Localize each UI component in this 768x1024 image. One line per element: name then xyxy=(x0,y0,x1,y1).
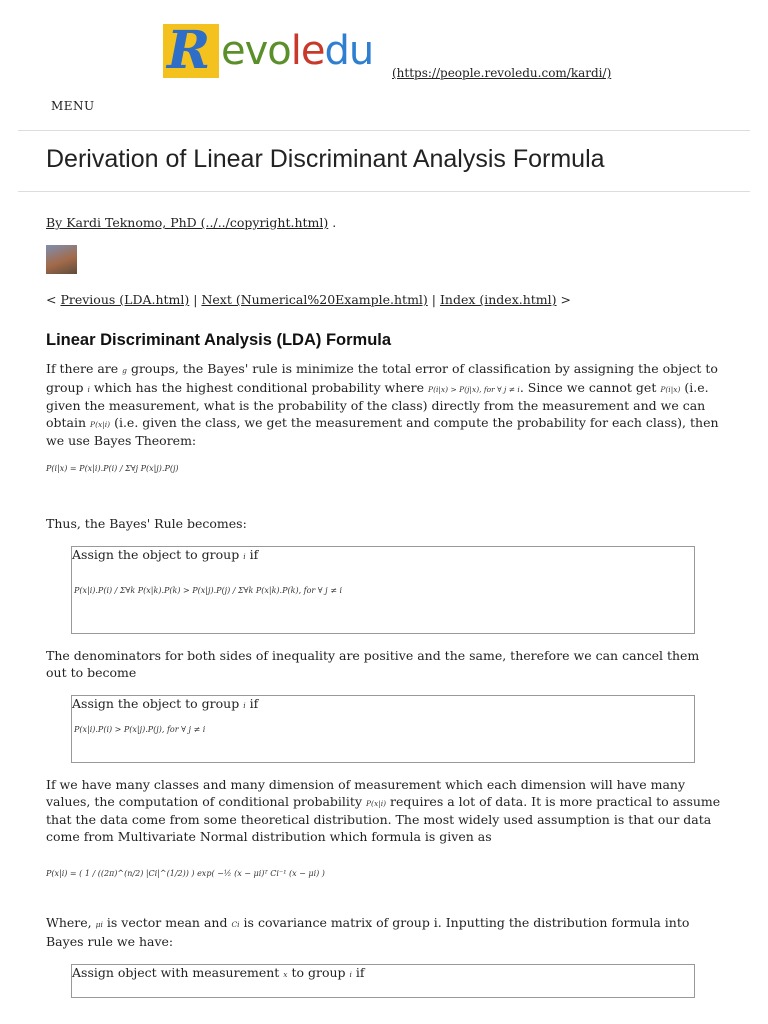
inline-formula: P(x|i) xyxy=(90,419,111,429)
nav-close: > xyxy=(556,292,571,307)
logo-part-1: evo xyxy=(221,28,291,74)
author-link[interactable]: By Kardi Teknomo, PhD (../../copyright.html) xyxy=(46,215,329,230)
nav-separator: | xyxy=(189,292,202,307)
inline-formula: P(i|x) xyxy=(660,384,681,394)
math-x: x xyxy=(283,970,288,979)
site-header xyxy=(18,0,750,131)
text: requires a lot of data. It is more practical to assume that the data come from some theoretical distribution. The most widely used assumption is that our data come from Multivariate Normal distribution which formula is given as xyxy=(46,793,721,844)
home-url-link[interactable]: (https://people.revoledu.com/kardi/) xyxy=(392,66,612,80)
title-bar xyxy=(18,131,750,192)
revoledu-logo[interactable] xyxy=(163,20,389,81)
text: if xyxy=(351,965,365,980)
nav-open: < xyxy=(46,292,61,307)
menu-button[interactable]: MENU xyxy=(51,99,95,113)
text: Assign the object to group xyxy=(72,547,244,562)
logo-wordmark xyxy=(221,28,373,74)
inline-formula: P(i|x) > P(j|x), for ∀ j ≠ i xyxy=(428,384,520,394)
simplified-rule-box xyxy=(71,695,695,763)
text: If we have many classes and many dimension of measurement which each dimension will have many values, the computation of conditional probability xyxy=(46,777,686,809)
text: . Since we cannot get xyxy=(519,379,661,395)
logo-part-2: le xyxy=(290,28,325,74)
text: if xyxy=(245,547,259,562)
box-heading xyxy=(72,965,694,980)
main-content xyxy=(0,215,768,998)
measurement-rule-box xyxy=(71,964,695,998)
bayes-rule-box xyxy=(71,546,695,634)
math-mu: μi xyxy=(95,920,103,929)
author-avatar[interactable] xyxy=(46,245,77,274)
page-title: Derivation of Linear Discriminant Analysis Formula xyxy=(46,145,605,173)
math-c: Ci xyxy=(231,920,240,929)
math-i: i xyxy=(349,970,352,979)
logo-mark xyxy=(163,20,219,81)
text: (i.e. given the measurement, what is the probability of the class) directly from the measurement and we can obtain xyxy=(46,379,709,430)
byline-suffix: . xyxy=(328,215,337,230)
cancel-paragraph: The denominators for both sides of inequality are positive and the same, therefore we can cancel them out to become xyxy=(46,648,700,680)
byline xyxy=(46,215,722,230)
math-i: i xyxy=(243,701,246,710)
normal-distribution-paragraph xyxy=(46,777,722,845)
math-g: g xyxy=(122,366,127,375)
box-heading xyxy=(72,696,694,711)
text: groups, the Bayes' rule is minimize the total error of classification by assigning the object to group xyxy=(46,361,718,395)
text: if xyxy=(245,696,259,711)
index-link[interactable]: Index (index.html) xyxy=(439,292,557,307)
nav-separator: | xyxy=(427,292,440,307)
where-paragraph xyxy=(46,915,722,950)
inline-formula: P(x|i) xyxy=(365,798,387,808)
text: (i.e. given the class, we get the measurement and compute the probability for each class), then we use Bayes Theorem: xyxy=(46,414,719,448)
bayes-rule-paragraph: Thus, the Bayes' Rule becomes: xyxy=(46,515,247,531)
box-heading xyxy=(72,547,694,562)
page-navigation xyxy=(46,292,722,307)
text: which has the highest conditional probability where xyxy=(89,379,429,395)
math-i: i xyxy=(87,384,90,394)
math-i: i xyxy=(243,552,246,561)
next-link[interactable]: Next (Numerical%20Example.html) xyxy=(201,292,428,307)
logo-letter: R xyxy=(167,20,211,81)
box-formula: P(x|i).P(i) / Σ∀k P(x|k).P(k) > P(x|j).P(j) / Σ∀k P(x|k).P(k), for ∀ j ≠ i xyxy=(74,586,342,595)
previous-link[interactable]: Previous (LDA.html) xyxy=(60,292,190,307)
section-title: Linear Discriminant Analysis (LDA) Formula xyxy=(46,331,392,349)
text: to group xyxy=(287,965,350,980)
text: Assign the object to group xyxy=(72,696,244,711)
box-formula: P(x|i).P(i) > P(x|j).P(j), for ∀ j ≠ i xyxy=(74,725,206,734)
text: is covariance matrix of group i. Inputting the distribution formula into Bayes rule we have: xyxy=(46,915,690,949)
logo-part-3: du xyxy=(324,28,374,74)
text: If there are xyxy=(46,361,123,376)
text: Assign object with measurement xyxy=(72,965,284,980)
intro-paragraph xyxy=(46,361,722,450)
text: Where, xyxy=(46,915,96,930)
bayes-theorem-formula: P(i|x) = P(x|i).P(i) / Σ∀j P(x|j).P(j) xyxy=(46,463,179,473)
normal-distribution-formula: P(x|i) = ( 1 / ((2π)^(n/2) |Ci|^(1/2)) ) exp( −½ (x − μi)ᵀ Ci⁻¹ (x − μi) ) xyxy=(46,869,325,878)
text: is vector mean and xyxy=(102,915,232,930)
